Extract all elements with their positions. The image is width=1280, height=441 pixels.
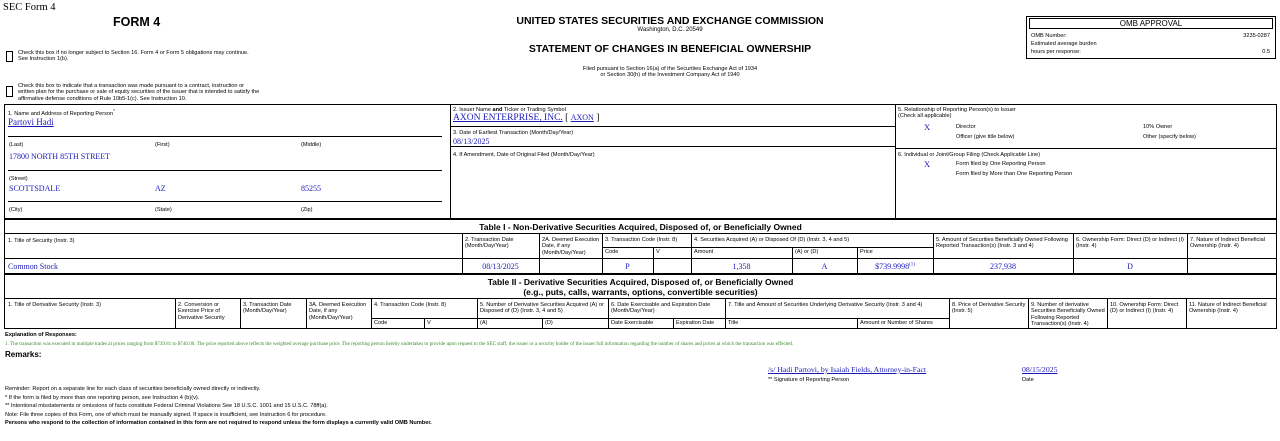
statement-title: STATEMENT OF CHANGES IN BENEFICIAL OWNERSHIP — [528, 43, 812, 55]
relationship-sublabel: (Check all applicable) — [898, 113, 952, 119]
omb-number-value: 3235-0287 — [1243, 33, 1270, 39]
t2-h-date: 3. Transaction Date (Month/Day/Year) — [243, 302, 292, 315]
t2-h-v: V — [427, 320, 431, 326]
t1-row-price-footnote[interactable]: (1) — [909, 262, 915, 268]
t2-h-underlying-amount: Amount or Number of Shares — [860, 320, 933, 326]
signature-date: 08/15/2025 — [1022, 365, 1058, 374]
t1-h-ad: (A) or (D) — [795, 249, 819, 255]
footer-omb-notice: Persons who respond to the collection of information contained in this form are not required to respond unless the form displays a currently valid OMB Number. — [5, 420, 432, 427]
other-label: Other (specify below) — [1143, 134, 1196, 140]
t1-h-owned: 5. Amount of Securities Beneficially Owned Following Reported Transaction(s) (Instr. 3 and 4) — [936, 237, 1068, 250]
no-longer-subject-checkbox[interactable] — [6, 51, 13, 62]
explanation-heading: Explanation of Responses: — [5, 332, 77, 338]
state-label: (State) — [155, 207, 172, 213]
t2-h-code: 4. Transaction Code (Instr. 8) — [374, 302, 447, 308]
reporting-person-name[interactable]: Partovi Hadi — [8, 117, 54, 127]
t2-h-conversion: 2. Conversion or Exercise Price of Derivative Security — [178, 302, 225, 321]
omb-hours-label: hours per response: — [1031, 49, 1081, 55]
last-name-label: (Last) — [9, 142, 24, 148]
table-row: Common Stock — [8, 262, 59, 271]
director-mark[interactable]: X — [924, 122, 931, 132]
first-name-label: (First) — [155, 142, 170, 148]
agency-location: Washington, D.C. 20549 — [637, 27, 703, 33]
footer-multiple-persons: * If the form is filed by more than one reporting person, see Instruction 4 (b)(v). — [5, 394, 200, 401]
t1-row-form: D — [1127, 262, 1133, 271]
footer-notes — [5, 385, 432, 428]
reporting-person-label: 1. Name and Address of Reporting Person* — [8, 108, 115, 117]
filed-pursuant — [420, 66, 920, 78]
t1-h-date: 2. Transaction Date (Month/Day/Year) — [465, 237, 514, 250]
t1-h-acquired: 4. Securities Acquired (A) or Disposed Of (D) (Instr. 3, 4 and 5) — [694, 237, 850, 243]
t1-row-amount: 1,358 — [732, 262, 751, 271]
filed-pursuant-line2: or Section 30(h) of the Investment Company Act of 1940 — [600, 72, 740, 79]
t1-row-price — [857, 262, 933, 271]
zip-label: (Zip) — [301, 207, 313, 213]
issuer-label: 2. Issuer Name and Ticker or Trading Symbol — [453, 107, 566, 113]
rule-10b5-1-checkbox[interactable] — [6, 86, 13, 97]
city-value: SCOTTSDALE — [9, 184, 61, 193]
omb-hours-value: 0.5 — [1262, 49, 1270, 55]
ten-percent-owner-label: 10% Owner — [1143, 124, 1173, 130]
earliest-transaction-date: 08/13/2025 — [453, 137, 490, 146]
signature-label: ** Signature of Reporting Person — [768, 377, 850, 383]
t2-h-form: 10. Ownership Form: Direct (D) or Indirect (I) (Instr. 4) — [1110, 302, 1179, 315]
t2-h-nature: 11. Nature of Indirect Beneficial Ownership (Instr. 4) — [1189, 302, 1267, 315]
filing-type-label: 6. Individual or Joint/Group Filing (Check Applicable Line) — [898, 152, 1041, 158]
bracket-open: [ — [565, 113, 569, 123]
t2-h-price: 8. Price of Derivative Security (Instr. 5) — [952, 302, 1026, 315]
t1-h-form: 6. Ownership Form: Direct (D) or Indirect (I) (Instr. 4) — [1076, 237, 1184, 250]
city-label: (City) — [9, 207, 23, 213]
signature-date-label: Date — [1022, 377, 1034, 383]
relationship-label: 5. Relationship of Reporting Person(s) to Issuer — [898, 107, 1016, 113]
street-label: (Street) — [9, 176, 28, 182]
street-value: 17800 NORTH 85TH STREET — [9, 152, 111, 161]
t2-h-code-sub: Code — [374, 320, 388, 326]
t1-h-v: V — [656, 249, 660, 255]
t2-h-d: (D) — [545, 320, 553, 326]
one-person-label: Form filed by One Reporting Person — [956, 161, 1046, 167]
amendment-label: 4. If Amendment, Date of Original Filed (Month/Day/Year) — [453, 152, 595, 158]
doc-title: SEC Form 4 — [3, 2, 56, 13]
omb-box — [1026, 16, 1276, 59]
issuer-ticker-link[interactable]: AXON — [570, 113, 594, 122]
t2-h-number-owned: 9. Number of derivative Securities Beneficially Owned Following Reported Transaction(s) (Instr. 4) — [1031, 302, 1105, 328]
form-title: FORM 4 — [113, 15, 161, 29]
table-2-subtitle: (e.g., puts, calls, warrants, options, convertible securities) — [523, 286, 758, 297]
t1-h-nature: 7. Nature of Indirect Beneficial Ownership (Instr. 4) — [1190, 237, 1265, 250]
issuer-name-ticker — [453, 113, 599, 123]
filed-pursuant-line1: Filed pursuant to Section 16(a) of the Securities Exchange Act of 1934 — [582, 66, 758, 72]
t1-h-deemed: 2A. Deemed Execution Date, if any (Month/Day/Year) — [542, 237, 600, 256]
t2-h-a: (A) — [480, 320, 488, 326]
t2-h-number: 5. Number of Derivative Securities Acquired (A) or Disposed of (D) (Instr. 3, 4 and 5) — [480, 302, 604, 315]
t2-h-title: 1. Title of Derivative Security (Instr. 3) — [8, 302, 101, 308]
t2-h-exercisable: 6. Date Exercisable and Expiration Date (Month/Day/Year) — [611, 302, 711, 315]
t2-h-underlying-title: Title — [728, 320, 739, 326]
t1-h-code-sub: Code — [605, 249, 619, 255]
omb-burden-label: Estimated average burden — [1031, 41, 1097, 47]
t1-row-ad: A — [821, 262, 828, 271]
t2-h-expiration: Expiration Date — [676, 320, 715, 326]
state-value: AZ — [155, 184, 166, 193]
bracket-close: ] — [596, 113, 600, 123]
table-2-title — [4, 278, 1277, 297]
footer-copies-note: Note: File three copies of this Form, one of which must be manually signed. If space is insufficient, see Instruction 6 for procedure. — [5, 411, 327, 418]
footnote-1: 1. The transaction was executed in multiple trades at prices ranging from $739.81 to $740.00. The price reported above reflects the weighted average purchase price. The reporting person hereby undertakes to provide upon request to the SEC staff, the issuer or a security holder of the issuer full information regarding the number of shares and prices at which the transaction was effected. — [5, 341, 794, 347]
t1-h-amount: Amount — [694, 249, 714, 255]
director-label: Director — [956, 124, 976, 130]
no-longer-subject-text: Check this box if no longer subject to Section 16. Form 4 or Form 5 obligations may continue. See Instruction 1(b). — [18, 50, 249, 63]
middle-name-label: (Middle) — [301, 142, 322, 148]
t1-h-title: 1. Title of Security (Instr. 3) — [8, 238, 75, 244]
table-2-title-line: Table II - Derivative Securities Acquired, Disposed of, or Beneficially Owned — [487, 277, 794, 287]
footer-reminder: Reminder: Report on a separate line for each class of securities beneficially owned directly or indirectly. — [5, 386, 261, 392]
omb-number-label: OMB Number: — [1031, 33, 1067, 39]
signature-value[interactable]: /s/ Hadi Partovi, by Isaiah Fields, Attorney-in-Fact — [768, 365, 927, 374]
t2-h-underlying: 7. Title and Amount of Securities Underlying Derivative Security (Instr. 3 and 4) — [728, 302, 923, 308]
multiple-person-label: Form filed by More than One Reporting Person — [956, 171, 1073, 177]
t2-h-date-exercisable: Date Exercisable — [611, 320, 654, 326]
t1-row-owned: 237,938 — [990, 262, 1016, 271]
t1-h-code: 3. Transaction Code (Instr. 8) — [605, 237, 678, 243]
omb-heading: OMB APPROVAL — [1029, 18, 1273, 29]
officer-label: Officer (give title below) — [956, 134, 1015, 140]
footer-misstatements: ** Intentional misstatements or omissions of facts constitute Federal Criminal Violations See 18 U.S.C. 1001 and 15 U.S.C. 78ff(a). — [5, 403, 328, 410]
zip-value: 85255 — [301, 184, 321, 193]
one-person-mark[interactable]: X — [924, 159, 931, 169]
t1-row-code: P — [625, 262, 630, 271]
agency-name: UNITED STATES SECURITIES AND EXCHANGE COMMISSION — [516, 15, 824, 27]
t1-h-price: Price — [860, 249, 873, 255]
rule-10b5-1-text: Check this box to indicate that a transaction was made pursuant to a contract, instruction or written plan for the purchase or sale of equity securities of the issuer that is intended to satisfy the affirmative defense conditions of Rule 10b5-1(c). See Instruction 10. — [18, 83, 260, 102]
t1-row-date: 08/13/2025 — [482, 262, 519, 271]
t1-row-price-value: $739.9998 — [875, 262, 910, 271]
issuer-name-link[interactable]: AXON ENTERPRISE, INC. — [453, 113, 563, 123]
t2-h-deemed: 3A. Deemed Execution Date, if any (Month/Day/Year) — [309, 302, 367, 321]
remarks-heading: Remarks: — [5, 350, 42, 359]
earliest-transaction-label: 3. Date of Earliest Transaction (Month/Day/Year) — [453, 130, 574, 136]
table-1-title: Table I - Non-Derivative Securities Acquired, Disposed of, or Beneficially Owned — [479, 222, 802, 232]
